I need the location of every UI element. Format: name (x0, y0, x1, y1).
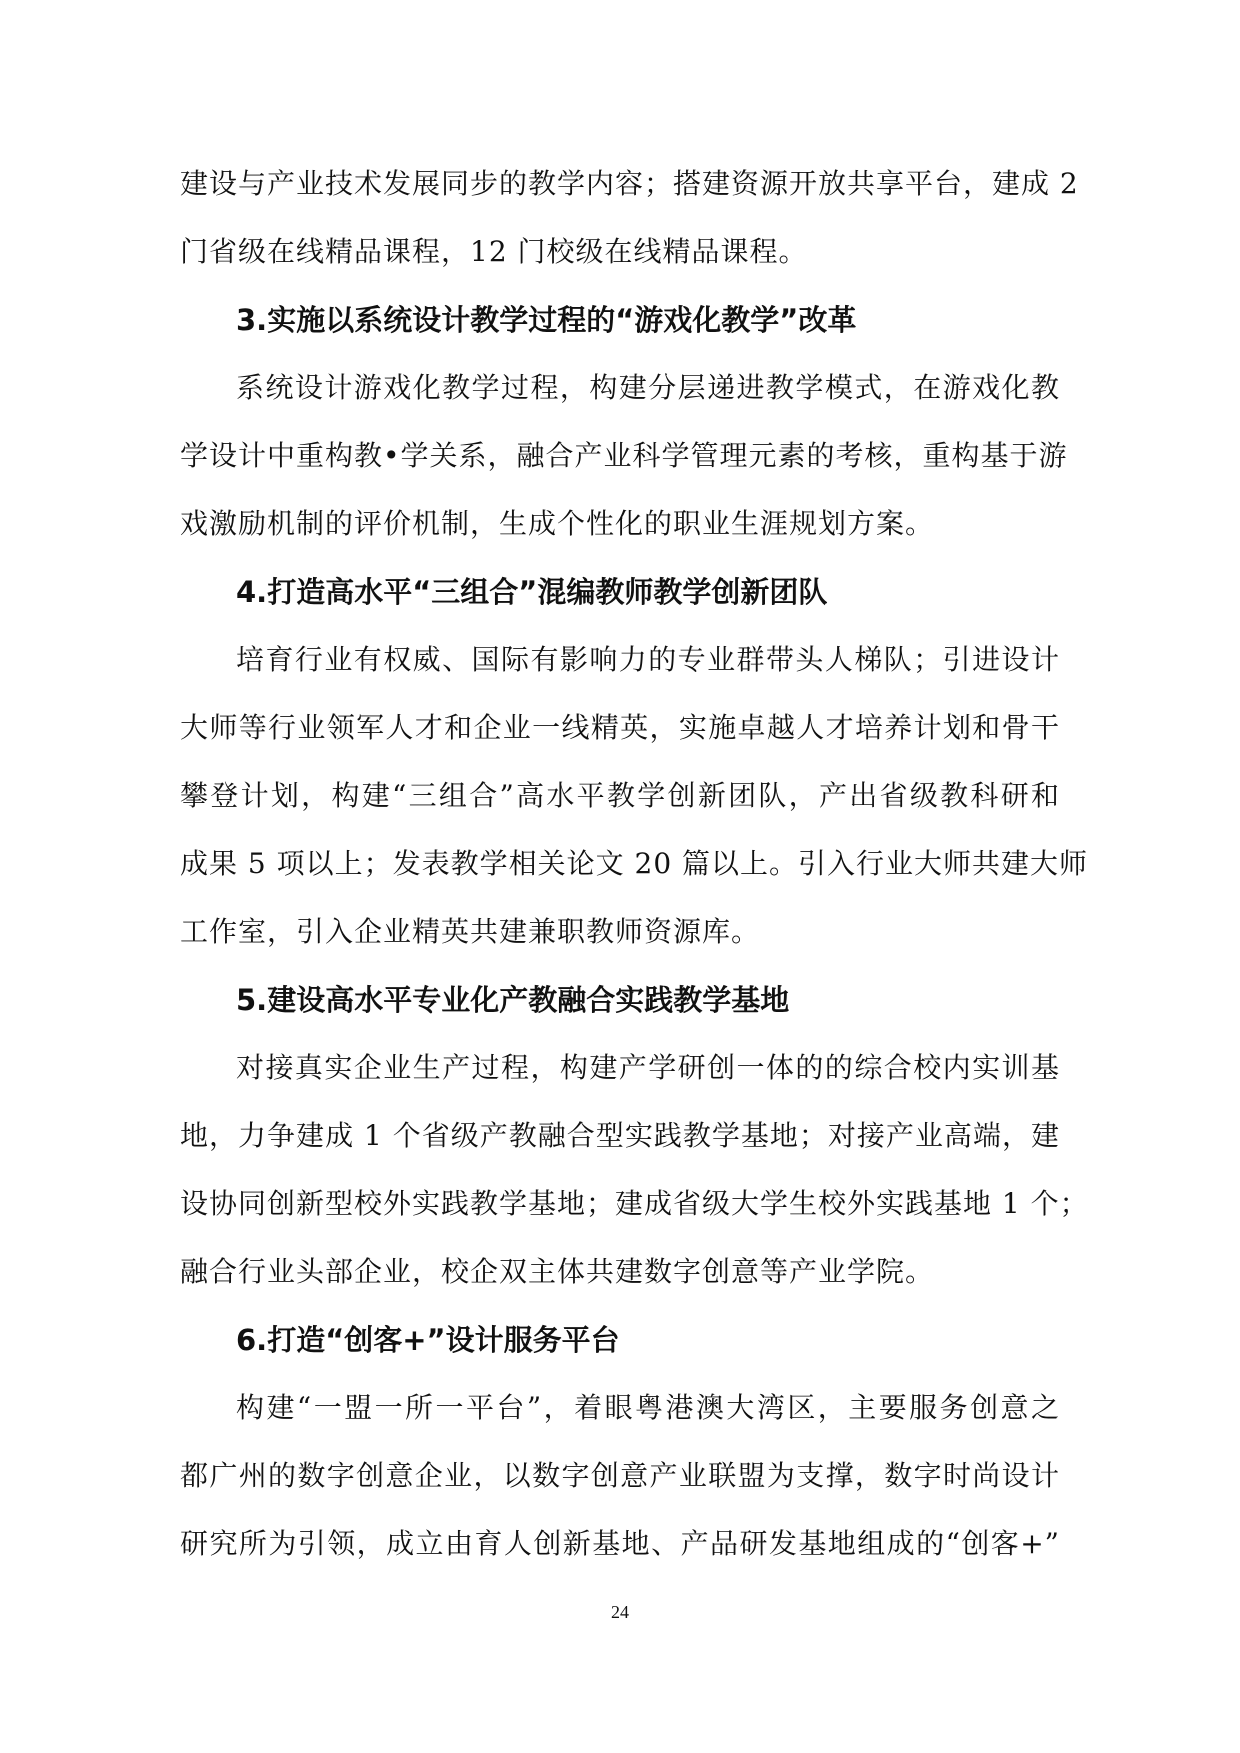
section-heading: 4.打造高水平“三组合”混编教师教学创新团队 (236, 575, 828, 609)
paragraph-line: 对接真实企业生产过程，构建产学研创一体的的综合校内实训基 (236, 1051, 1060, 1084)
page-number: 24 (611, 1602, 629, 1622)
paragraph-line: 工作室，引入企业精英共建兼职教师资源库。 (180, 915, 761, 948)
paragraph-line: 构建“一盟一所一平台”，着眼粤港澳大湾区，主要服务创意之 (236, 1391, 1060, 1424)
section-heading: 5.建设高水平专业化产教融合实践教学基地 (236, 983, 790, 1017)
paragraph-line: 戏激励机制的评价机制，生成个性化的职业生涯规划方案。 (180, 507, 935, 540)
section-heading: 6.打造“创客+”设计服务平台 (236, 1323, 620, 1357)
document-body (180, 150, 1089, 1578)
paragraph-line: 建设与产业技术发展同步的教学内容；搭建资源开放共享平台，建成 2 (180, 167, 1079, 200)
paragraph-line: 成果 5 项以上；发表教学相关论文 20 篇以上。引入行业大师共建大师 (180, 847, 1089, 880)
paragraph-line: 设协同创新型校外实践教学基地；建成省级大学生校外实践基地 1 个； (180, 1187, 1089, 1220)
paragraph-line: 门省级在线精品课程，12 门校级在线精品课程。 (180, 235, 808, 268)
paragraph-line: 都广州的数字创意企业，以数字创意产业联盟为支撑，数字时尚设计 (180, 1459, 1060, 1492)
paragraph-line: 大师等行业领军人才和企业一线精英，实施卓越人才培养计划和骨干 (180, 711, 1060, 744)
paragraph-line: 研究所为引领，成立由育人创新基地、产品研发基地组成的“创客+” (180, 1527, 1060, 1560)
paragraph-line: 攀登计划，构建“三组合”高水平教学创新团队，产出省级教科研和 (180, 779, 1060, 812)
paragraph-line: 地，力争建成 1 个省级产教融合型实践教学基地；对接产业高端，建 (180, 1119, 1060, 1152)
paragraph-line: 培育行业有权威、国际有影响力的专业群带头人梯队；引进设计 (236, 643, 1060, 676)
paragraph-line: 学设计中重构教•学关系，融合产业科学管理元素的考核，重构基于游 (180, 439, 1068, 472)
section-heading: 3.实施以系统设计教学过程的“游戏化教学”改革 (236, 303, 857, 337)
paragraph-line: 融合行业头部企业，校企双主体共建数字创意等产业学院。 (180, 1255, 935, 1288)
paragraph-line: 系统设计游戏化教学过程，构建分层递进教学模式，在游戏化教 (236, 371, 1060, 404)
